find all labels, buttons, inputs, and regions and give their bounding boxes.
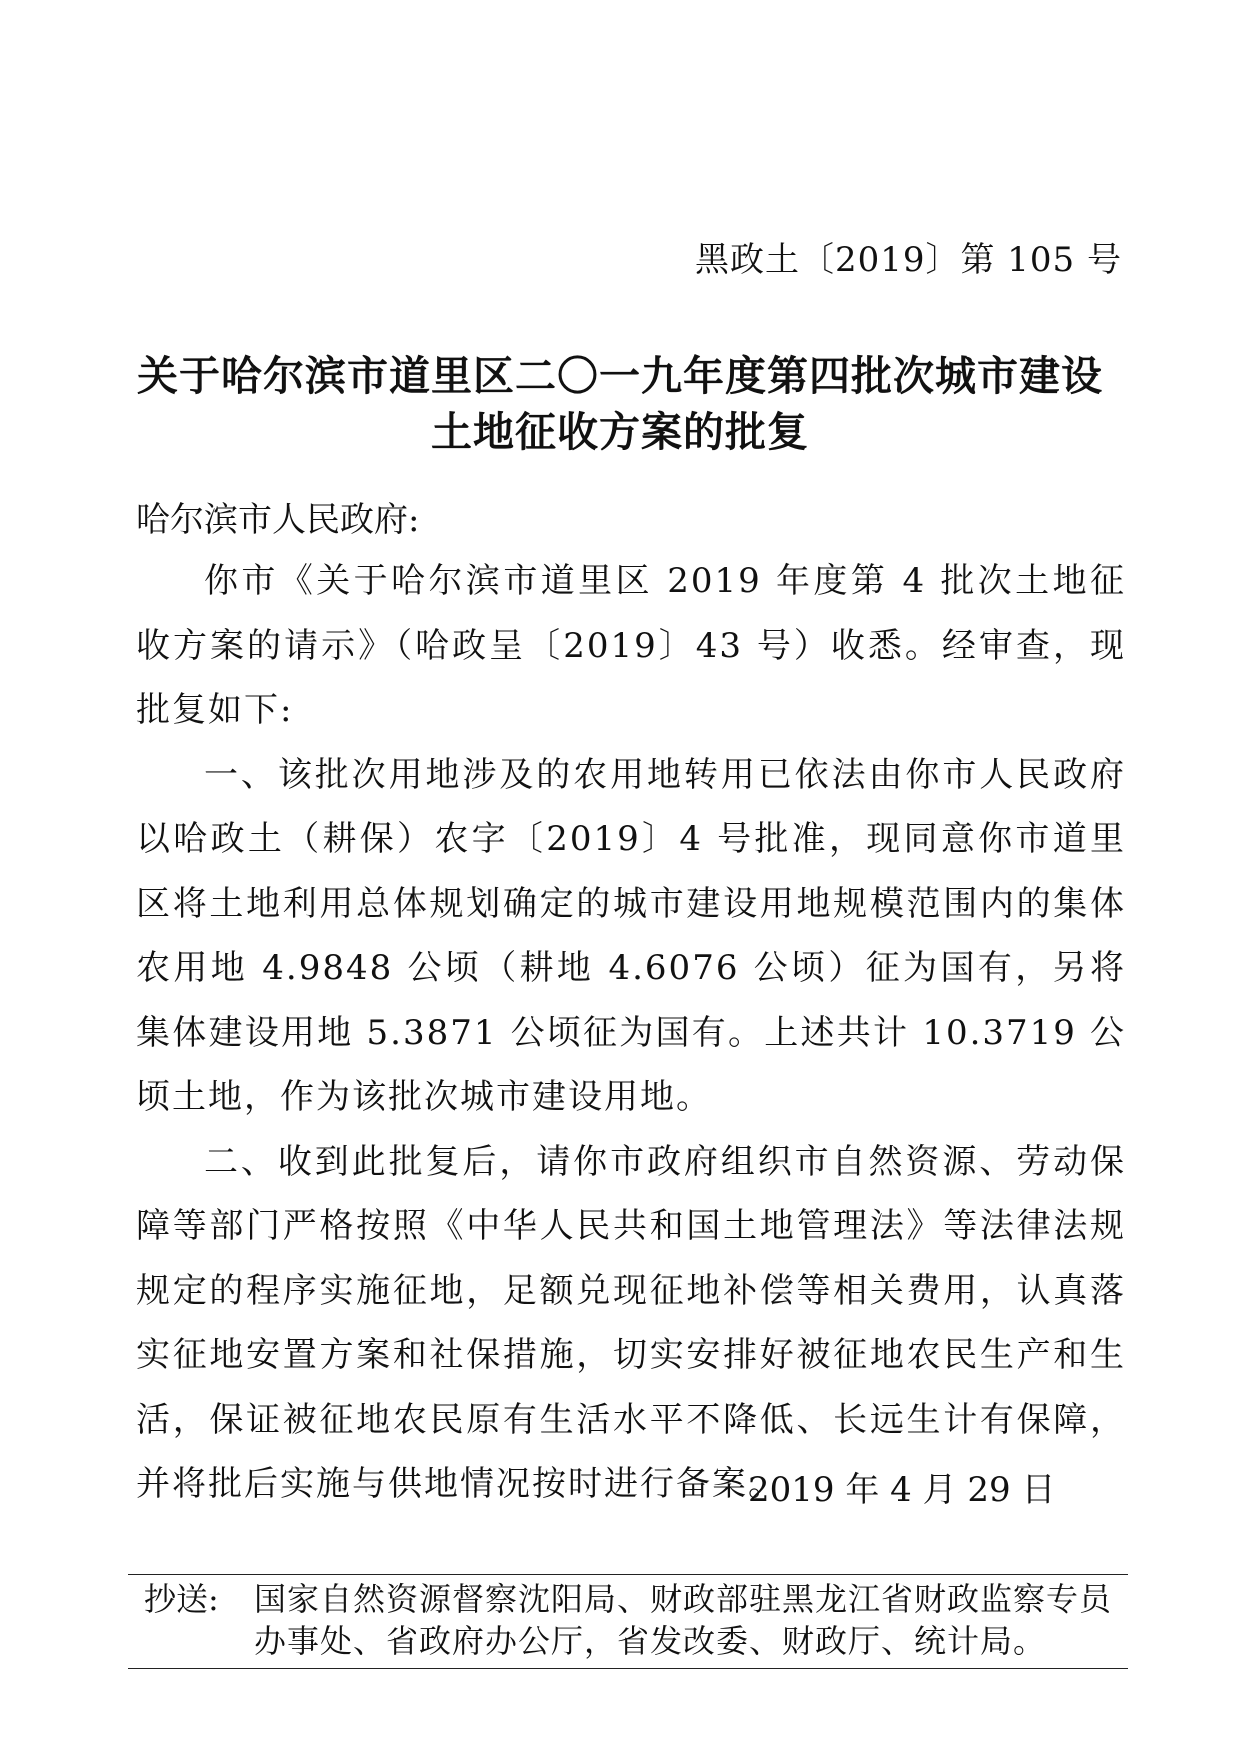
paragraph-intro: 你市《关于哈尔滨市道里区 2019 年度第 4 批次土地征收方案的请示》（哈政呈〔2019〕43 号）收悉。经审查，现批复如下: xyxy=(136,561,1126,730)
document-number: 黑政土〔2019〕第 105 号 xyxy=(694,240,1122,280)
salutation: 哈尔滨市人民政府: xyxy=(136,500,420,540)
cc-top-divider xyxy=(128,1574,1128,1575)
paragraph-item-1: 一、该批次用地涉及的农用地转用已依法由你市人民政府以哈政土（耕保）农字〔2019〕4 号批准，现同意你市道里区将土地利用总体规划确定的城市建设用地规模范围内的集体农用地 4.9848 公顷（耕地 4.6076 公顷）征为国有，另将集体建设用地 5.3871 公顷征为国有。上述共计 10.3719 公顷土地，作为该批次城市建设用地。 xyxy=(136,754,1126,1117)
cc-label: 抄送: xyxy=(144,1580,219,1618)
cc-recipients: 国家自然资源督察沈阳局、财政部驻黑龙江省财政监察专员办事处、省政府办公厅，省发改委、财政厅、统计局。 xyxy=(254,1580,1113,1660)
cc-bottom-divider xyxy=(128,1668,1128,1669)
document-title-line-1: 关于哈尔滨市道里区二〇一九年度第四批次城市建设 xyxy=(137,352,1103,400)
document-title xyxy=(110,348,1130,460)
document-title-line-2: 土地征收方案的批复 xyxy=(431,408,809,456)
paragraph-item-2: 二、收到此批复后，请你市政府组织市自然资源、劳动保障等部门严格按照《中华人民共和国土地管理法》等法律法规规定的程序实施征地，足额兑现征地补偿等相关费用，认真落实征地安置方案和社保措施，切实安排好被征地农民生产和生活，保证被征地农民原有生活水平不降低、长远生计有保障，并将批后实施与供地情况按时进行备案。 xyxy=(136,1141,1126,1504)
document-body xyxy=(136,549,1126,1517)
cc-section xyxy=(144,1578,1124,1662)
issue-date: 2019 年 4 月 29 日 xyxy=(748,1470,1056,1510)
